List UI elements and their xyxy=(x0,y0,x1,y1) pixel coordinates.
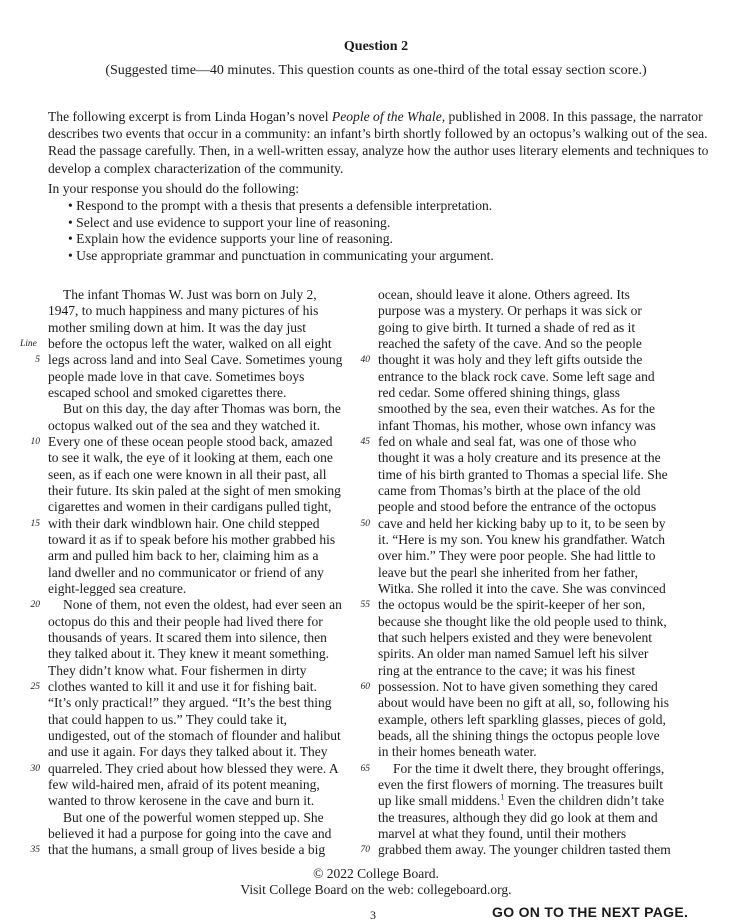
passage-line xyxy=(378,467,700,483)
line-text: land dweller and no communicator or friend of any xyxy=(48,564,324,580)
passage-line-text xyxy=(48,516,319,532)
passage-line xyxy=(48,793,358,809)
book-title: People of the Whale, xyxy=(331,109,446,124)
passage-line xyxy=(48,369,358,385)
passage-line-text xyxy=(48,826,331,842)
passage-line-text xyxy=(378,418,656,434)
passage-line xyxy=(378,793,700,809)
line-text: entrance to the black rock cave. Some left sage and xyxy=(378,368,655,384)
intro-paragraph xyxy=(48,108,716,177)
instruction-item: • Respond to the prompt with a thesis that presents a defensible interpretation. xyxy=(68,198,494,215)
passage-line xyxy=(360,760,700,777)
instructions-lead: In your response you should do the following: xyxy=(48,181,300,196)
passage-line-text xyxy=(48,695,332,711)
passage-line xyxy=(30,678,358,695)
passage-line xyxy=(48,695,358,711)
passage-line xyxy=(48,450,358,466)
passage-line-text xyxy=(48,467,327,483)
passage-line-text xyxy=(378,401,655,417)
line-number: 30 xyxy=(30,763,40,774)
passage-line xyxy=(48,467,358,483)
line-text: red cedar. Some offered shining things, glass xyxy=(378,384,620,400)
line-text: believed it had a purpose for going into the cave and xyxy=(48,825,332,841)
passage-line-text xyxy=(48,679,317,695)
line-text: octopus do this and their people had lived there for xyxy=(48,613,323,629)
line-number: 65 xyxy=(360,763,370,774)
line-number: 15 xyxy=(30,518,40,529)
line-text: “It’s only practical!” they argued. “It’s the best thing xyxy=(48,695,332,711)
line-text: clothes wanted to kill it and use it for fishing bait. xyxy=(48,678,317,694)
passage-line-text xyxy=(378,810,658,826)
passage-line xyxy=(360,842,700,858)
line-number: 55 xyxy=(360,600,370,611)
passage-line xyxy=(378,565,700,581)
line-text: smoothed by the sea, even their watches. As for the xyxy=(378,401,656,417)
line-text: about would have been no gift at all, so, following his xyxy=(378,695,669,711)
passage-line-text xyxy=(48,761,339,777)
passage-line-text xyxy=(378,646,648,662)
passage-line-text xyxy=(48,336,332,352)
passage-line-text xyxy=(48,499,331,515)
passage-line xyxy=(48,499,358,515)
line-number: 5 xyxy=(35,355,40,366)
line-text: thousands of years. It scared them into silence, then xyxy=(48,629,327,645)
passage-line-text xyxy=(378,336,642,352)
passage-line xyxy=(378,287,700,303)
passage-line-text xyxy=(378,614,667,630)
passage-line xyxy=(48,614,358,630)
passage-line-text xyxy=(378,630,652,646)
line-text: They didn’t know what. Four fishermen in dirty xyxy=(48,662,307,678)
passage-line xyxy=(378,548,700,564)
passage-line xyxy=(378,826,700,842)
passage-line-text xyxy=(378,369,655,385)
passage-line xyxy=(48,287,358,303)
passage-line xyxy=(48,581,358,597)
line-text: came from Thomas’s birth at the place of the old xyxy=(378,482,641,498)
line-text: But on this day, the day after Thomas was born, the xyxy=(63,401,341,417)
line-label: Line xyxy=(20,338,37,349)
line-text: For the time it dwelt there, they brought offerings, xyxy=(393,760,665,776)
passage-line xyxy=(48,418,358,434)
line-text: before the octopus left the water, walked on all eight xyxy=(48,335,332,351)
website-notice: Visit College Board on the web: collegeboard.org. xyxy=(240,882,512,897)
passage-line-text xyxy=(48,385,286,401)
line-text: fed on whale and seal fat, was one of those who xyxy=(378,433,637,449)
line-number: 10 xyxy=(30,436,40,447)
line-text: legs across land and into Seal Cave. Sometimes young xyxy=(48,352,343,368)
instruction-item: • Use appropriate grammar and punctuation in communicating your argument. xyxy=(68,248,494,265)
line-number: 20 xyxy=(30,600,40,611)
passage-line xyxy=(378,712,700,728)
page-number: 3 xyxy=(370,908,376,922)
line-number: 50 xyxy=(360,518,370,529)
passage-line xyxy=(30,842,358,858)
line-text: marvel at what they found, until their mothers xyxy=(378,825,627,841)
passage-line xyxy=(378,418,700,434)
passage-line-text xyxy=(48,418,320,434)
passage-line-text xyxy=(48,646,329,662)
line-text: people made love in that cave. Sometimes boys xyxy=(48,368,305,384)
passage-line-text xyxy=(48,320,306,336)
line-text: because she thought like the old people used to think, xyxy=(378,613,667,629)
passage-line-text xyxy=(378,826,626,842)
passage-line xyxy=(378,810,700,826)
line-text: example, others left sparkling glasses, pieces of gold, xyxy=(378,711,666,727)
passage-line xyxy=(30,515,358,532)
passage-line xyxy=(20,335,358,352)
passage-line xyxy=(360,597,700,613)
passage-line-text xyxy=(48,777,320,793)
line-text: going to give birth. It turned a shade of red as it xyxy=(378,319,636,335)
passage-line xyxy=(360,678,700,695)
line-text: to see it walk, the eye of it looking at them, each one xyxy=(48,450,333,466)
passage-line-text xyxy=(378,434,636,450)
passage-line-text xyxy=(48,614,323,630)
passage-line-text xyxy=(378,777,663,793)
line-text: octopus walked out of the sea and they watched it. xyxy=(48,417,321,433)
go-on-notice: GO ON TO THE NEXT PAGE. xyxy=(492,904,689,920)
passage-line-text xyxy=(63,810,324,826)
passage-line-text xyxy=(378,467,668,483)
line-text: purpose was a mystery. Or perhaps it was sick or xyxy=(378,303,642,319)
line-text: infant Thomas, his mother, whose own infancy was xyxy=(378,417,656,433)
passage-line-text xyxy=(48,744,327,760)
passage-line-text xyxy=(48,565,324,581)
passage-line xyxy=(48,826,358,842)
passage-line xyxy=(360,515,700,532)
passage-line xyxy=(378,336,700,352)
passage-line xyxy=(378,320,700,336)
passage-line-text xyxy=(378,499,656,515)
passage-line xyxy=(378,450,700,466)
line-text: reached the safety of the cave. And so the people xyxy=(378,335,642,351)
line-text: they talked about it. They knew it meant something. xyxy=(48,646,329,662)
line-text: arm and pulled him back to her, claiming him as a xyxy=(48,548,319,564)
passage-line-text xyxy=(378,581,666,597)
line-text: in their homes beneath water. xyxy=(378,744,537,760)
instruction-item: • Select and use evidence to support your line of reasoning. xyxy=(68,215,494,232)
passage-line xyxy=(48,712,358,728)
passage-line xyxy=(378,401,700,417)
passage-line-text xyxy=(63,597,342,613)
footnote-marker: 1 xyxy=(500,792,505,802)
passage-line-text xyxy=(378,695,669,711)
question-timing-note: (Suggested time—40 minutes. This question counts as one-third of the total essay section score.) xyxy=(105,63,647,78)
passage-line-text xyxy=(48,352,342,368)
passage-line xyxy=(378,385,700,401)
line-text: wanted to throw kerosene in the cave and burn it. xyxy=(48,793,315,809)
line-text: quarreled. They cried about how blessed they were. A xyxy=(48,760,339,776)
passage-line xyxy=(378,581,700,597)
passage-line xyxy=(378,646,700,662)
passage-line-text xyxy=(378,712,666,728)
line-text: eight-legged sea creature. xyxy=(48,580,187,596)
line-text: people and stood before the entrance of the octopus xyxy=(378,499,657,515)
passage-line-text xyxy=(378,320,635,336)
passage-line xyxy=(48,303,358,319)
passage-line-text xyxy=(378,532,665,548)
line-text: Every one of these ocean people stood back, amazed xyxy=(48,433,333,449)
passage-line xyxy=(48,646,358,662)
passage-line xyxy=(378,483,700,499)
line-text: thought it was holy and they left gifts outside the xyxy=(378,352,643,368)
passage-line xyxy=(30,433,358,450)
passage-line xyxy=(360,433,700,450)
passage-line xyxy=(378,499,700,515)
passage-line xyxy=(48,777,358,793)
line-number: 35 xyxy=(30,845,40,856)
passage-line xyxy=(378,614,700,630)
line-text: possession. Not to have given something they cared xyxy=(378,678,658,694)
line-text: the octopus would be the spirit-keeper of her son, xyxy=(378,597,646,613)
line-text: Witka. She rolled it into the cave. She was convinced xyxy=(378,580,666,596)
line-text: ring at the entrance to the cave; it was his finest xyxy=(378,662,636,678)
passage-line-text xyxy=(63,287,317,303)
instruction-item: • Explain how the evidence supports your line of reasoning. xyxy=(68,231,494,248)
passage-line-text xyxy=(48,369,304,385)
line-text: grabbed them away. The younger children tasted them xyxy=(378,842,671,858)
passage-line-text xyxy=(378,744,537,760)
intro-text-rest: published in 2008. In this passage, the narrator describes two events that occur in a community: an infant’s birth shortly followed by an octopus’s walking out of the sea. Read the passage carefully. Then, in a well-written essay, analyze how the author uses literary elements and techniques to develop a complex characterization of the community. xyxy=(48,109,709,176)
passage-line xyxy=(378,663,700,679)
passage-line-text xyxy=(378,548,656,564)
line-text: over him.” They were poor people. She had little to xyxy=(378,548,656,564)
passage-line xyxy=(48,385,358,401)
passage-line-text xyxy=(393,761,664,777)
passage-line-text xyxy=(48,712,287,728)
passage-line-text xyxy=(48,630,327,646)
line-text: ocean, should leave it alone. Others agreed. Its xyxy=(378,287,630,302)
passage-line-text xyxy=(378,516,666,532)
passage-line xyxy=(48,532,358,548)
line-number: 70 xyxy=(360,845,370,856)
passage-line-text xyxy=(48,842,325,858)
passage-line xyxy=(48,630,358,646)
instructions-list xyxy=(68,198,494,264)
line-text: time of his birth granted to Thomas a special life. She xyxy=(378,466,668,482)
passage-line xyxy=(30,597,358,613)
line-text: beads, all the shining things the octopus people love xyxy=(378,727,660,743)
line-text: cigarettes and women in their cardigans pulled tight, xyxy=(48,499,332,515)
passage-line xyxy=(378,532,700,548)
line-text: 1947, to much happiness and many pictures of his xyxy=(48,303,319,319)
passage-line xyxy=(378,728,700,744)
passage-line-text xyxy=(378,450,661,466)
passage-line xyxy=(378,303,700,319)
passage-line xyxy=(48,728,358,744)
line-text: The infant Thomas W. Just was born on July 2, xyxy=(63,287,317,302)
passage-line xyxy=(378,777,700,793)
passage-line-text xyxy=(48,581,186,597)
passage-line xyxy=(35,352,358,368)
passage-line xyxy=(48,483,358,499)
passage-line xyxy=(48,401,358,417)
passage-line-text xyxy=(48,483,341,499)
copyright-notice: © 2022 College Board. xyxy=(313,866,439,881)
passage-line-text xyxy=(48,450,333,466)
line-text-tail: Even the children didn’t take xyxy=(504,793,665,809)
line-text: mother smiling down at him. It was the day just xyxy=(48,319,306,335)
passage-line xyxy=(48,810,358,826)
line-number: 40 xyxy=(360,355,370,366)
passage-line-text xyxy=(378,352,642,368)
passage-line xyxy=(378,695,700,711)
passage-line xyxy=(48,744,358,760)
passage-left-column xyxy=(20,287,358,858)
passage-line xyxy=(48,320,358,336)
question-title: Question 2 xyxy=(343,39,409,54)
line-text: None of them, not even the oldest, had ever seen an xyxy=(63,597,342,613)
passage-right-column xyxy=(360,287,700,858)
line-text: leave but the pearl she inherited from her father, xyxy=(378,564,638,580)
line-text: that could happen to us.” They could take it, xyxy=(48,711,287,727)
line-text: cave and held her kicking baby up to it, to be seen by xyxy=(378,515,666,531)
line-text: undigested, out of the stomach of flounder and halibut xyxy=(48,727,341,743)
passage-line-text xyxy=(378,679,658,695)
passage-line-text xyxy=(48,434,333,450)
passage-line-text xyxy=(48,728,341,744)
passage-line-text xyxy=(378,565,638,581)
passage-line-text xyxy=(378,728,660,744)
line-text: toward it as if to speak before his mother grabbed his xyxy=(48,531,336,547)
line-text: seen, as if each one were known in all their past, all xyxy=(48,466,327,482)
passage-line-text xyxy=(378,483,641,499)
line-number: 45 xyxy=(360,436,370,447)
passage-line-text xyxy=(48,793,314,809)
line-text: that the humans, a small group of lives beside a big xyxy=(48,842,326,858)
passage-line-text xyxy=(378,597,645,613)
passage-line xyxy=(378,630,700,646)
intro-text-start: The following excerpt is from Linda Hogan’s novel xyxy=(48,109,332,124)
passage-line xyxy=(360,352,700,368)
line-text: thought it was a holy creature and its presence at the xyxy=(378,450,661,466)
passage-line-text xyxy=(378,842,671,858)
line-text: their future. Its skin paled at the sight of men smoking xyxy=(48,482,341,498)
passage-line-text xyxy=(378,663,635,679)
passage-line-text xyxy=(48,532,335,548)
passage-line xyxy=(30,760,358,777)
line-text: up like small middens. xyxy=(378,793,501,809)
line-number: 25 xyxy=(30,681,40,692)
passage-line-text xyxy=(48,548,319,564)
line-text: even the first flowers of morning. The treasures built xyxy=(378,776,664,792)
passage-line-text xyxy=(63,401,341,417)
line-text: and use it again. For days they talked about it. They xyxy=(48,744,328,760)
passage-line-text xyxy=(48,663,306,679)
line-text: few wild-haired men, afraid of its potent meaning, xyxy=(48,776,320,792)
line-text: with their dark windblown hair. One child stepped xyxy=(48,515,320,531)
line-text: spirits. An older man named Samuel left his silver xyxy=(378,646,649,662)
passage-line-text xyxy=(378,287,630,303)
line-text: escaped school and smoked cigarettes there. xyxy=(48,384,287,400)
passage-line xyxy=(378,744,700,760)
line-number: 60 xyxy=(360,681,370,692)
passage-line xyxy=(378,369,700,385)
passage-line xyxy=(48,548,358,564)
passage-line-text xyxy=(48,303,318,319)
passage-line-text xyxy=(378,303,642,319)
passage-line-text xyxy=(378,793,664,809)
passage-line xyxy=(48,565,358,581)
line-text: But one of the powerful women stepped up. She xyxy=(63,809,324,825)
passage-line xyxy=(48,663,358,679)
passage-line-text xyxy=(378,385,620,401)
line-text: the treasures, although they did go look at them and xyxy=(378,809,658,825)
line-text: it. “Here is my son. You knew his grandfather. Watch xyxy=(378,531,665,547)
line-text: that such helpers existed and they were benevolent xyxy=(378,629,653,645)
